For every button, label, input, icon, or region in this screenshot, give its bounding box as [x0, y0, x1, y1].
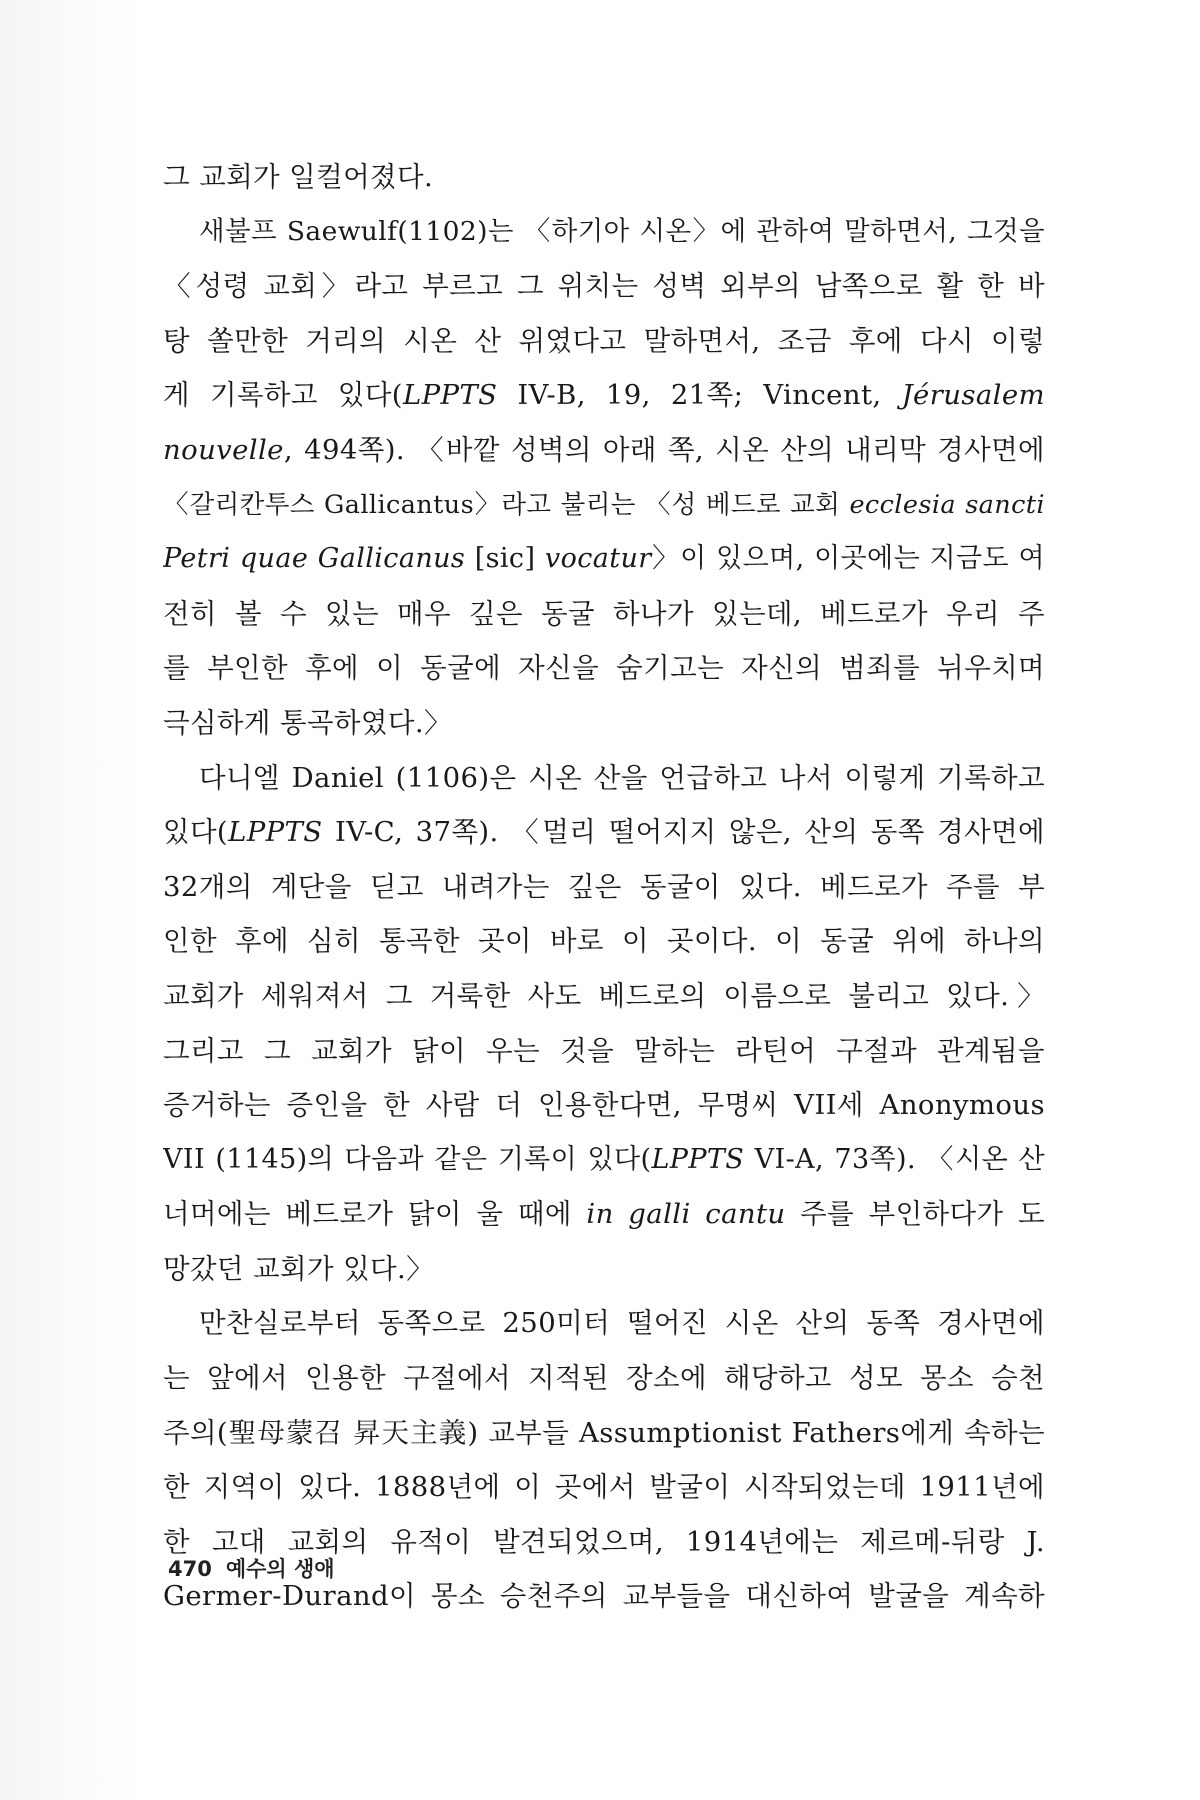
- text-line: 32개의 계단을 딛고 내려가는 깊은 동굴이 있다. 베드로가 주를 부: [163, 870, 1045, 903]
- running-title: 예수의 생애: [225, 1557, 335, 1581]
- text-line: 너머에는 베드로가 닭이 울 때에 in galli cantu 주를 부인하다가 도: [163, 1198, 1045, 1231]
- text-line: 탕 쏠만한 거리의 시온 산 위였다고 말하면서, 조금 후에 다시 이렇: [163, 324, 1045, 357]
- text-line: 그리고 그 교회가 닭이 우는 것을 말하는 라틴어 구절과 관계됨을: [163, 1034, 1045, 1067]
- text-line: 〈성령 교회〉라고 부르고 그 위치는 성벽 외부의 남쪽으로 활 한 바: [163, 270, 1045, 303]
- text-line: 만찬실로부터 동쪽으로 250미터 떨어진 시온 산의 동쪽 경사면에: [199, 1307, 1045, 1340]
- text-line: 게 기록하고 있다(LPPTS IV-B, 19, 21쪽; Vincent, Jérusalem: [163, 379, 1045, 412]
- text-line: 다니엘 Daniel (1106)은 시온 산을 언급하고 나서 이렇게 기록하고: [199, 761, 1045, 794]
- page-footer: [168, 1553, 335, 1583]
- text-line: Petri quae Gallicanus [sic] vocatur〉이 있으며, 이곳에는 지금도 여: [163, 543, 1045, 575]
- text-line: 인한 후에 심히 통곡한 곳이 바로 이 곳이다. 이 동굴 위에 하나의: [163, 925, 1045, 958]
- text-line: nouvelle, 494쪽). 〈바깥 성벽의 아래 쪽, 시온 산의 내리막 경사면에: [163, 433, 1045, 466]
- page-number: 470: [168, 1557, 212, 1581]
- text-line: 있다(LPPTS IV-C, 37쪽). 〈멀리 떨어지지 않은, 산의 동쪽 경사면에: [163, 816, 1045, 849]
- text-line: 는 앞에서 인용한 구절에서 지적된 장소에 해당하고 성모 몽소 승천: [163, 1362, 1045, 1395]
- text-line: 새불프 Saewulf(1102)는 〈하기아 시온〉에 관하여 말하면서, 그것을: [199, 215, 1045, 247]
- text-line: Germer-Durand이 몽소 승천주의 교부들을 대신하여 발굴을 계속하: [163, 1580, 1045, 1613]
- text-line: 망갔던 교회가 있다.〉: [163, 1252, 435, 1285]
- text-line: 전히 볼 수 있는 매우 깊은 동굴 하나가 있는데, 베드로가 우리 주: [163, 597, 1045, 630]
- text-line: 그 교회가 일컬어졌다.: [163, 161, 434, 193]
- text-line: 를 부인한 후에 이 동굴에 자신을 숨기고는 자신의 범죄를 뉘우치며: [163, 652, 1045, 685]
- text-line: VII (1145)의 다음과 같은 기록이 있다(LPPTS VI-A, 73쪽). 〈시온 산: [163, 1143, 1045, 1175]
- text-line: 한 지역이 있다. 1888년에 이 곳에서 발굴이 시작되었는데 1911년에: [163, 1471, 1045, 1504]
- text-line: 〈갈리칸투스 Gallicantus〉라고 불리는 〈성 베드로 교회 ecclesia sancti: [163, 489, 1045, 520]
- text-line: 한 고대 교회의 유적이 발견되었으며, 1914년에는 제르메-뒤랑 J.: [163, 1525, 1045, 1558]
- text-line: 극심하게 통곡하였다.〉: [163, 706, 452, 739]
- text-line: 교회가 세워져서 그 거룩한 사도 베드로의 이름으로 불리고 있다.〉: [163, 979, 1045, 1012]
- body-text: [163, 150, 1045, 1624]
- text-line: 주의(聖母蒙召 昇天主義) 교부들 Assumptionist Fathers에게 속하는: [163, 1416, 1045, 1449]
- text-line: 증거하는 증인을 한 사람 더 인용한다면, 무명씨 VII세 Anonymous: [163, 1089, 1045, 1122]
